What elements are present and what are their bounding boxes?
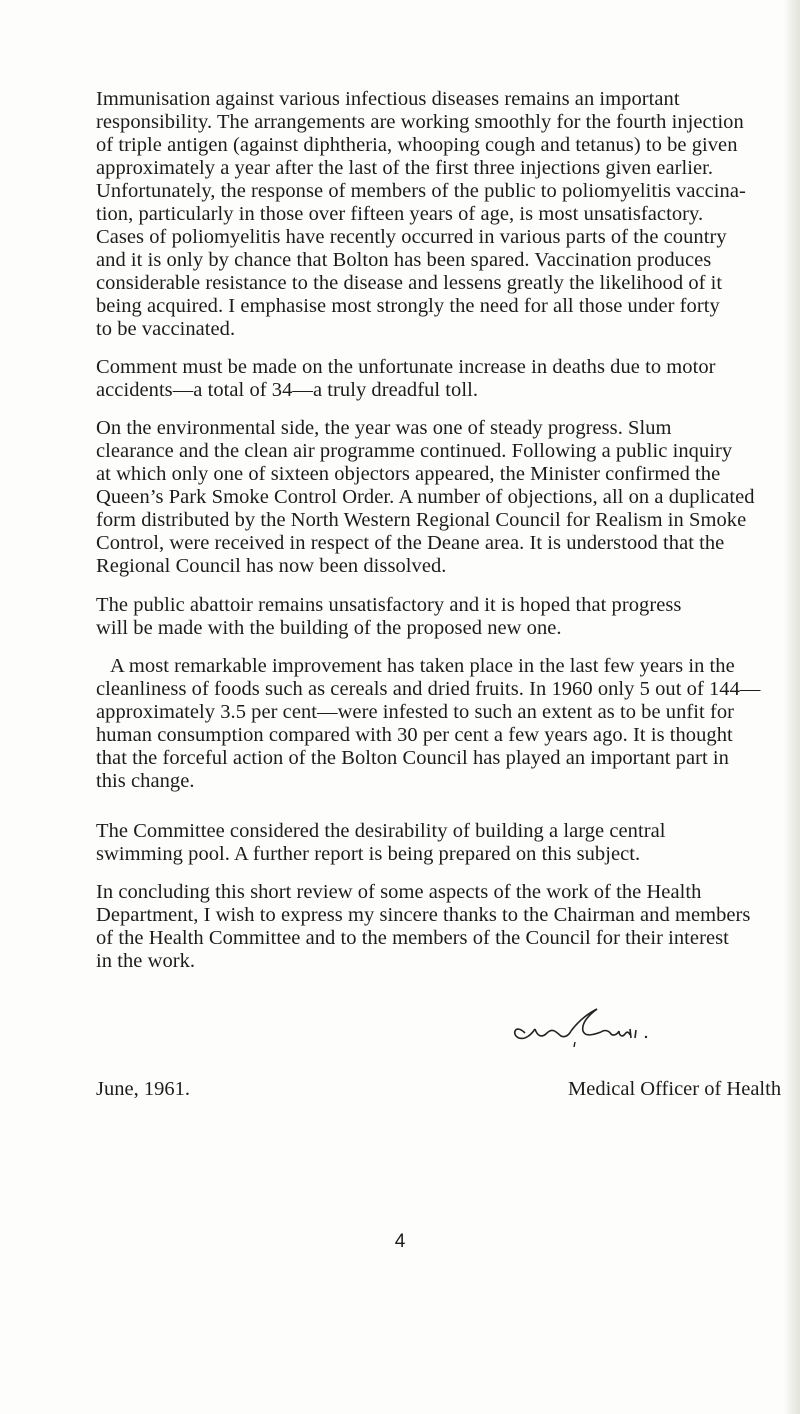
text-line: Comment must be made on the unfortunate increase in deaths due to motor (96, 356, 716, 378)
text-line: approximately 3.5 per cent—were infested to such an extent as to be unfit for (96, 701, 734, 723)
text-line: in the work. (96, 950, 196, 972)
text-line: Control, were received in respect of the Deane area. It is understood that the (96, 532, 725, 554)
text-line: human consumption compared with 30 per cent a few years ago. It is thought (96, 724, 733, 746)
text-line: of the Health Committee and to the members of the Council for their interest (96, 927, 729, 949)
text-line: swimming pool. A further report is being prepared on this subject. (96, 843, 641, 865)
text-line: accidents—a total of 34—a truly dreadful toll. (96, 379, 478, 401)
text-line: Department, I wish to express my sincere thanks to the Chairman and members (96, 904, 751, 926)
paragraph-environmental (96, 417, 792, 578)
text-line: will be made with the building of the proposed new one. (96, 617, 562, 639)
paragraph-food-cleanliness (96, 655, 792, 793)
text-line: tion, particularly in those over fifteen years of age, is most unsatisfactory. (96, 203, 704, 225)
paragraph-conclusion (96, 881, 792, 973)
text-line: being acquired. I emphasise most strongly the need for all those under forty (96, 295, 720, 317)
text-line: cleanliness of foods such as cereals and dried fruits. In 1960 only 5 out of 144— (96, 678, 761, 700)
text-line: On the environmental side, the year was one of steady progress. Slum (96, 417, 672, 439)
text-line: that the forceful action of the Bolton Council has played an important part in (96, 747, 729, 769)
footer-date: June, 1961. (96, 1078, 190, 1100)
text-line: form distributed by the North Western Regional Council for Realism in Smoke (96, 509, 747, 531)
paragraph-motor-accidents (96, 356, 792, 402)
text-line: clearance and the clean air programme continued. Following a public inquiry (96, 440, 733, 462)
text-line: Queen’s Park Smoke Control Order. A number of objections, all on a duplicated (96, 486, 755, 508)
text-line: at which only one of sixteen objectors appeared, the Minister confirmed the (96, 463, 721, 485)
text-line: this change. (96, 770, 195, 792)
text-line: and it is only by chance that Bolton has been spared. Vaccination produces (96, 249, 712, 271)
text-line: Regional Council has now been dissolved. (96, 555, 447, 577)
page-number: 4 (394, 1231, 406, 1252)
handwritten-signature (505, 1005, 655, 1050)
text-line: Immunisation against various infectious diseases remains an important (96, 88, 680, 110)
paragraph-immunisation (96, 88, 792, 341)
text-line: to be vaccinated. (96, 318, 236, 340)
text-line: approximately a year after the last of the first three injections given earlier. (96, 157, 714, 179)
text-line: of triple antigen (against diphtheria, whooping cough and tetanus) to be given (96, 134, 738, 156)
text-line: Cases of poliomyelitis have recently occurred in various parts of the country (96, 226, 727, 248)
text-line: considerable resistance to the disease and lessens greatly the likelihood of it (96, 272, 723, 294)
text-line: Unfortunately, the response of members of the public to poliomyelitis vaccina- (96, 180, 746, 202)
footer-signatory-title: Medical Officer of Health (568, 1078, 782, 1100)
text-line: The Committee considered the desirability of building a large central (96, 820, 666, 842)
text-line: In concluding this short review of some aspects of the work of the Health (96, 881, 702, 903)
text-line: The public abattoir remains unsatisfactory and it is hoped that progress (96, 594, 682, 616)
text-line: responsibility. The arrangements are working smoothly for the fourth injection (96, 111, 744, 133)
text-line: A most remarkable improvement has taken place in the last few years in the (110, 655, 735, 677)
paragraph-swimming-pool (96, 820, 792, 866)
paragraph-abattoir (96, 594, 792, 640)
